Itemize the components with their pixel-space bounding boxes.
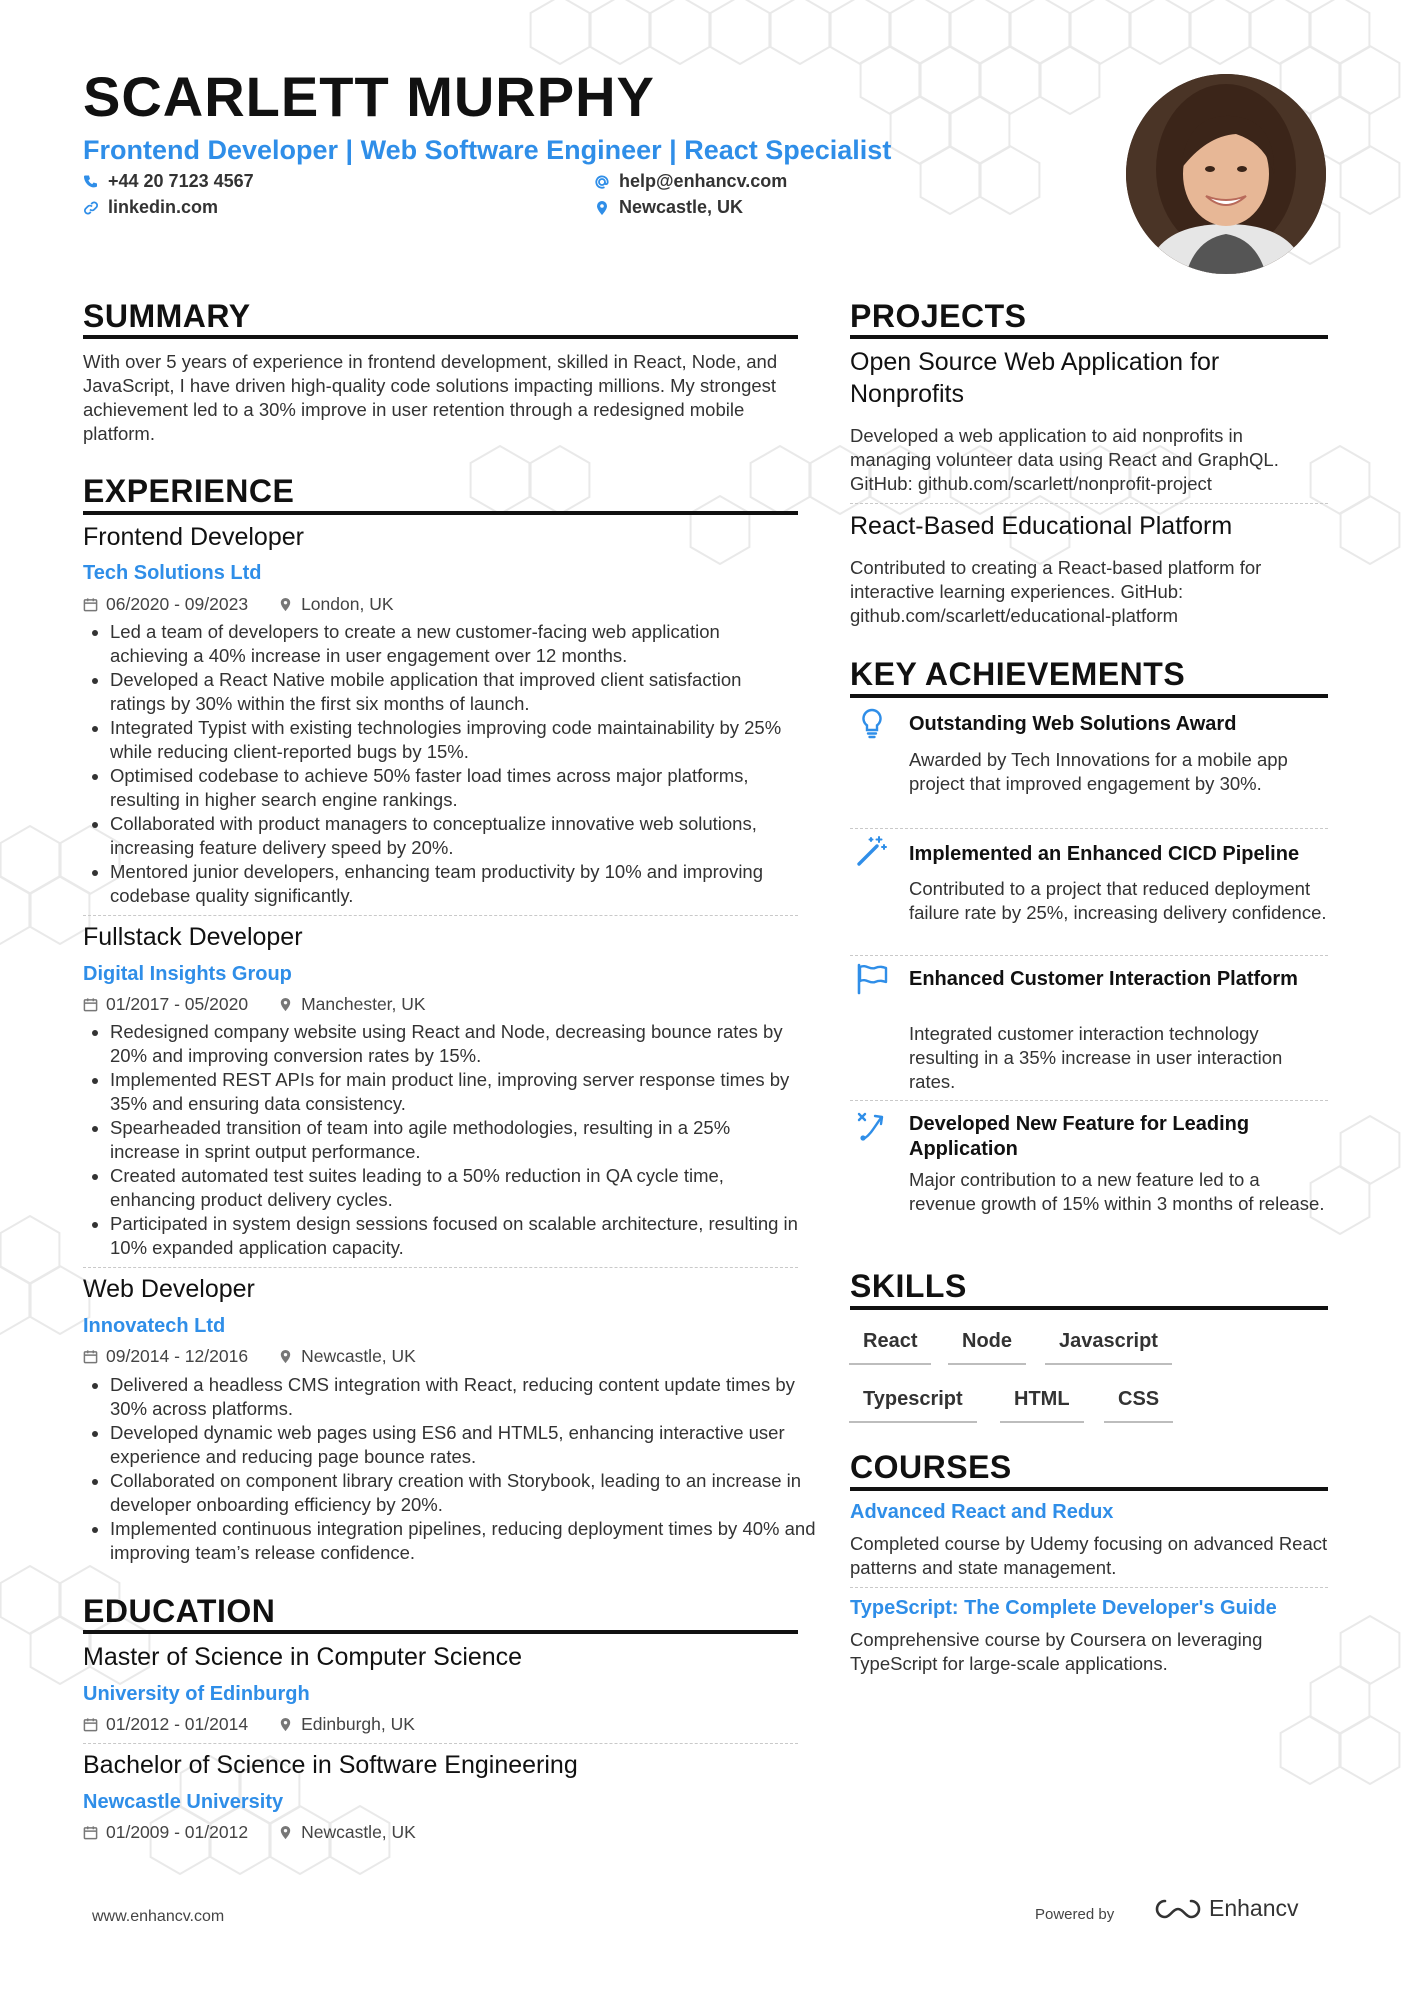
phone-icon (83, 174, 99, 190)
job-location (278, 994, 426, 1015)
phone-text: +44 20 7123 4567 (108, 171, 254, 191)
achievement-description: Contributed to a project that reduced deployment failure rate by 25%, increasing delivery confidence. (909, 878, 1327, 923)
lightbulb-icon (855, 706, 889, 740)
location-pin-icon (278, 1717, 293, 1732)
list-item: • Led a team of developers to create a new customer-facing web application achieving a 40% increase in user engagement over 12 months. (110, 620, 800, 668)
job-company: Tech Solutions Ltd (83, 562, 262, 584)
job-bullets (83, 1020, 800, 1260)
education-rule (83, 1630, 798, 1634)
achievement-description: Major contribution to a new feature led to a revenue growth of 15% within 3 months of release. (909, 1169, 1325, 1214)
degree-title: Bachelor of Science in Software Engineering (83, 1751, 578, 1779)
job-dates: 06/2020 - 09/2023 (106, 594, 249, 614)
divider (83, 1267, 798, 1268)
skill-tag: Node (948, 1330, 1026, 1365)
magic-wand-icon (855, 834, 889, 868)
calendar-icon (83, 1825, 98, 1840)
strategy-icon (855, 1108, 889, 1142)
course-title: TypeScript: The Complete Developer's Guide (850, 1597, 1277, 1619)
project-title: Open Source Web Application for Nonprofits (850, 348, 1220, 408)
email-text: help@enhancv.com (619, 171, 788, 191)
project-description: Developed a web application to aid nonprofits in managing volunteer data using React and GraphQL. GitHub: github.com/scarlett/nonprofit-project (850, 425, 1279, 494)
course-description: Comprehensive course by Coursera on leveraging TypeScript for large-scale applications. (850, 1629, 1263, 1674)
skill-tag: Javascript (1045, 1330, 1172, 1365)
list-item: • Created automated test suites leading to a 50% reduction in QA cycle time, enhancing product delivery cycles. (110, 1164, 800, 1212)
calendar-icon (83, 597, 98, 612)
contact-phone[interactable] (83, 171, 254, 192)
project-description: Contributed to creating a React-based platform for interactive learning experiences. GitHub: github.com/scarlett/educational-platform (850, 557, 1262, 626)
job-company: Innovatech Ltd (83, 1315, 226, 1337)
at-icon (594, 174, 610, 190)
location-pin-icon (278, 1825, 293, 1840)
calendar-icon (83, 997, 98, 1012)
contact-location (594, 197, 743, 218)
achievement-description: Awarded by Tech Innovations for a mobile app project that improved engagement by 30%. (909, 749, 1288, 794)
education-location-text: Newcastle, UK (301, 1822, 416, 1842)
list-item: • Implemented REST APIs for main product line, improving server response times by 35% and ensuring data consistency. (110, 1068, 800, 1116)
job-role: Fullstack Developer (83, 923, 303, 951)
courses-heading: COURSES (850, 1449, 1012, 1485)
divider (83, 1743, 798, 1744)
education-location-text: Edinburgh, UK (301, 1714, 415, 1734)
link-icon (83, 200, 99, 216)
job-location-text: Manchester, UK (301, 994, 426, 1014)
list-item: • Integrated Typist with existing technologies improving code maintainability by 25% while reducing client-reported bugs by 15%. (110, 716, 800, 764)
job-meta (83, 594, 394, 615)
education-meta (83, 1822, 416, 1843)
education-meta (83, 1714, 415, 1735)
contact-email[interactable] (594, 171, 787, 192)
list-item: • Collaborated on component library creation with Storybook, leading to an increase in developer onboarding efficiency by 20%. (110, 1469, 830, 1517)
job-meta (83, 1346, 416, 1367)
summary-text: With over 5 years of experience in frontend development, skilled in React, Node, and JavaScript, I have driven high-quality code solutions impacting millions. My strongest achievement led to a 30% improve in user retention through a redesigned mobile platform. (83, 351, 778, 444)
education-dates: 01/2009 - 01/2012 (106, 1822, 249, 1842)
experience-heading: EXPERIENCE (83, 473, 295, 509)
profile-photo (1126, 74, 1326, 274)
skill-tag: CSS (1104, 1388, 1173, 1423)
school-name: University of Edinburgh (83, 1683, 310, 1705)
skill-tag: Typescript (849, 1388, 977, 1423)
divider (850, 828, 1328, 829)
list-item: • Redesigned company website using React and Node, decreasing bounce rates by 20% and improving conversion rates by 15%. (110, 1020, 800, 1068)
skills-rule (850, 1306, 1328, 1310)
flag-icon (855, 962, 889, 996)
list-item: • Mentored junior developers, enhancing team productivity by 10% and improving codebase quality significantly. (110, 860, 800, 908)
education-dates: 01/2012 - 01/2014 (106, 1714, 249, 1734)
divider (850, 503, 1328, 504)
headline: Frontend Developer | Web Software Engineer | React Specialist (83, 135, 892, 165)
location-pin-icon (278, 997, 293, 1012)
course-title: Advanced React and Redux (850, 1501, 1114, 1523)
list-item: • Spearheaded transition of team into agile methodologies, resulting in a 25% increase in sprint output performance. (110, 1116, 800, 1164)
list-item: • Developed dynamic web pages using ES6 and HTML5, enhancing interactive user experience and reducing page bounce rates. (110, 1421, 830, 1469)
list-item: • Developed a React Native mobile application that improved client satisfaction ratings by 30% within the first six months of launch. (110, 668, 800, 716)
location-pin-icon (278, 1349, 293, 1364)
education-heading: EDUCATION (83, 1593, 276, 1629)
list-item: • Participated in system design sessions focused on scalable architecture, resulting in 10% expanded application capacity. (110, 1212, 800, 1260)
linkedin-text: linkedin.com (108, 197, 219, 217)
divider (850, 955, 1328, 956)
location-pin-icon (278, 597, 293, 612)
list-item: • Delivered a headless CMS integration with React, reducing content update times by 30% across platforms. (110, 1373, 830, 1421)
job-role: Frontend Developer (83, 523, 304, 551)
list-item: • Collaborated with product managers to conceptualize innovative web solutions, increasing feature delivery speed by 20%. (110, 812, 800, 860)
list-item: • Implemented continuous integration pipelines, reducing deployment times by 40% and improving team’s release confidence. (110, 1517, 830, 1565)
enhancv-logo-icon (1153, 1897, 1203, 1921)
divider (850, 1100, 1328, 1101)
skills-heading: SKILLS (850, 1268, 967, 1304)
job-location (278, 594, 393, 615)
job-meta (83, 994, 426, 1015)
projects-heading: PROJECTS (850, 298, 1027, 334)
education-location (278, 1714, 415, 1735)
skill-tag: HTML (1000, 1388, 1084, 1423)
degree-title: Master of Science in Computer Science (83, 1643, 523, 1671)
summary-rule (83, 335, 798, 339)
education-location (278, 1822, 416, 1843)
project-title: React-Based Educational Platform (850, 512, 1233, 540)
achievement-title: Implemented an Enhanced CICD Pipeline (909, 843, 1300, 865)
job-location-text: Newcastle, UK (301, 1346, 416, 1366)
divider (83, 915, 798, 916)
experience-rule (83, 511, 798, 515)
skill-tag: React (849, 1330, 931, 1365)
list-item: • Optimised codebase to achieve 50% faster load times across major platforms, resulting in higher search engine rankings. (110, 764, 800, 812)
courses-rule (850, 1487, 1328, 1491)
candidate-name: SCARLETT MURPHY (83, 65, 655, 128)
achievement-description: Integrated customer interaction technology resulting in a 35% increase in user interaction rates. (909, 1023, 1283, 1092)
job-dates: 09/2014 - 12/2016 (106, 1346, 249, 1366)
projects-rule (850, 335, 1328, 339)
footer-website[interactable]: www.enhancv.com (92, 1908, 225, 1925)
footer-powered-by: Powered by (1035, 1906, 1115, 1923)
job-dates: 01/2017 - 05/2020 (106, 994, 249, 1014)
job-role: Web Developer (83, 1275, 255, 1303)
location-text: Newcastle, UK (619, 197, 744, 217)
divider (850, 1587, 1328, 1588)
location-pin-icon (594, 200, 610, 216)
achievement-title: Outstanding Web Solutions Award (909, 713, 1237, 735)
course-description: Completed course by Udemy focusing on advanced React patterns and state management. (850, 1533, 1328, 1578)
school-name: Newcastle University (83, 1791, 284, 1813)
job-location-text: London, UK (301, 594, 394, 614)
achievement-title: Enhanced Customer Interaction Platform (909, 968, 1298, 990)
job-bullets (83, 1373, 830, 1565)
job-bullets (83, 620, 800, 908)
achievements-heading: KEY ACHIEVEMENTS (850, 656, 1186, 692)
achievement-title: Developed New Feature for Leading Application (909, 1113, 1250, 1160)
enhancv-logo-text: Enhancv (1209, 1895, 1299, 1921)
job-company: Digital Insights Group (83, 963, 292, 985)
contact-linkedin[interactable] (83, 197, 218, 218)
summary-heading: SUMMARY (83, 298, 251, 334)
enhancv-logo[interactable] (1153, 1895, 1299, 1922)
calendar-icon (83, 1717, 98, 1732)
achievements-rule (850, 694, 1328, 698)
job-location (278, 1346, 416, 1367)
calendar-icon (83, 1349, 98, 1364)
